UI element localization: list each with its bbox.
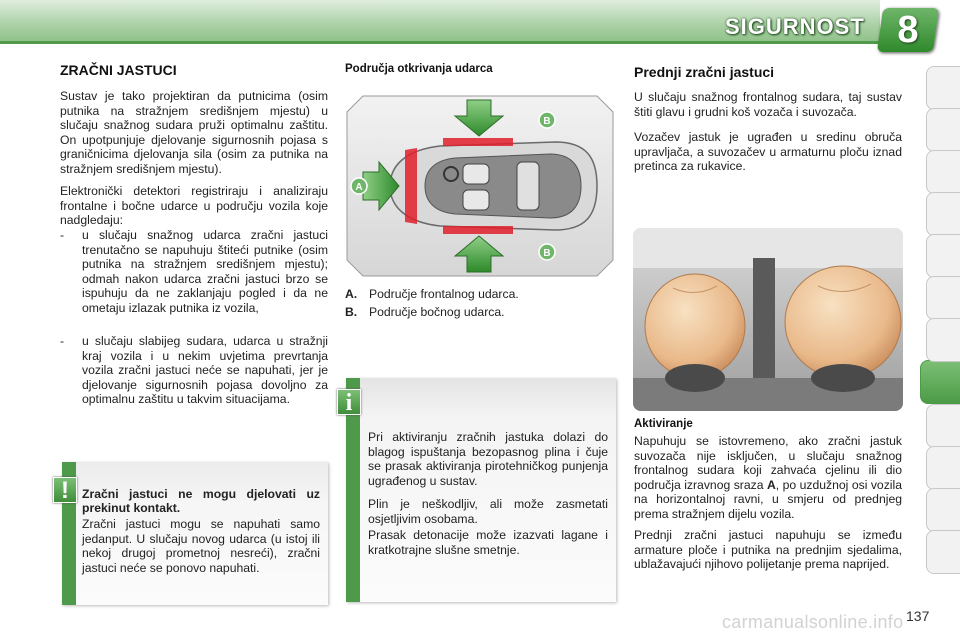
warning-text: Zračni jastuci mogu se napuhati samo jedanput. U slučaju novog udarca (u istoj ili nekoj drugoj prometnoj nesreći), zračni jastuci neće se ponovo napuhati. [82,517,320,575]
chapter-tabs [926,66,960,596]
chapter-tab[interactable] [926,318,960,362]
legend-item [345,287,519,301]
info-text-2: Plin je neškodljiv, ali može zasmetati osjetljivim osobama. [368,497,608,526]
front-airbags-text-1: U slučaju snažnog frontalnog sudara, taj sustav štiti glavu i grudni koš vozača i suvozača. [634,90,902,119]
legend-text: Područje frontalnog udarca. [369,287,519,301]
activation-heading: Aktiviranje [634,418,693,430]
page-header [0,0,960,51]
list-item-text: u slučaju slabijeg sudara, udarca u stražnji kraj vozila i u nekim uvjetima prevrtanja vozila zračni jastuci neće se napuhati, jer je djelovanje sigurnosnih pojasa dovoljno za optimalnu zaštitu u takvim situacijama. [82,334,328,407]
zone-label-a: A [355,182,363,193]
info-text-3: Prasak detonacije može izazvati lagane i kratkotrajne slušne smetnje. [368,528,608,557]
chapter-tab[interactable] [926,276,960,320]
warning-icon: ! [53,477,77,503]
activation-text-2: Prednji zračni jastuci napuhuju se između armature ploče i putnika na prednjim sjedalima, ublažavajući njihovo polijetanje prema naprijed. [634,528,902,572]
impact-zones-diagram [345,94,615,278]
chapter-tab[interactable] [926,66,960,110]
airbags-detectors: Elektronički detektori registriraju i analiziraju frontalne i bočne udarce u području vozila koje nadgledaju: [60,184,328,228]
activation-text-post: , po uzdužnoj osi vozila na horizontalnoj ravni, u smjeru od prednjeg prema stražnjem dijelu vozila. [634,477,902,521]
list-item [60,228,328,316]
chapter-tab[interactable] [926,150,960,194]
chapter-tab-active[interactable] [920,360,960,404]
chapter-tab[interactable] [926,530,960,574]
activation-text-zone: A [766,477,776,492]
list-item-text: u slučaju snažnog udarca zračni jastuci trenutačno se napuhuju štiteći putnike (osim putnika na stražnjem središnjem mjestu); odmah nakon udarca zračni jastuci brzo se ispuhuju da ne zaklanjaju pogled i da ne ometaju izlazak putnika iz vozila, [82,228,328,315]
chapter-tab[interactable] [926,446,960,490]
zone-label-b-top: B [543,116,551,127]
chapter-tab[interactable] [926,192,960,236]
legend-text: Područje bočnog udarca. [369,305,505,319]
watermark: carmanualsonline.info [722,612,904,632]
info-icon: i [337,389,361,415]
airbags-heading: ZRAČNI JASTUCI [60,62,177,78]
chapter-number: 8 [897,9,919,51]
chapter-tab[interactable] [926,234,960,278]
section-title: SIGURNOST [725,14,865,39]
page-number: 137 [906,608,930,624]
airbags-intro: Sustav je tako projektiran da putnicima (osim putnika na stražnjem središnjem mjestu) u slučaju snažnog sudara pruži optimalnu zaštitu. On upotpunjuje djelovanje sigurnosnih pojasa s graničnicima djelovanja sila (osim za putnika na stražnjem središnjem mjestu). [60,89,328,176]
list-item [60,334,328,407]
info-box [346,378,616,602]
legend-key: B. [345,305,358,319]
activation-text [634,434,902,522]
impact-zones-heading: Područja otkrivanja udarca [345,63,493,75]
chapter-tab[interactable] [926,488,960,532]
chapter-tab[interactable] [926,404,960,448]
airbag-deployment-photo [633,228,903,411]
chapter-tab[interactable] [926,108,960,152]
list-dash: - [60,228,65,242]
legend-key: A. [345,287,358,301]
car-top-view-illustration [345,94,615,278]
warning-title: Zračni jastuci ne mogu djelovati uz prekinut kontakt. [82,487,320,515]
info-text-1: Pri aktiviranju zračnih jastuka dolazi do blagog ispuštanja bezopasnog plina i čuje se prasak aktiviranja pirotehničkog punjenja ugrađenog u sustav. [368,430,608,488]
activation-text-pre: Napuhuju se istovremeno, ako zračni jastuk suvozača nije isključen, u slučaju snažnog frontalnog sudara koji zahvaća cjelinu ili dio područja izravnog sraza [634,434,902,492]
legend-item [345,305,505,319]
front-airbags-text-2: Vozačev jastuk je ugrađen u sredinu obruča upravljača, a suvozačev u armaturnu ploču iznad pretinca za rukavice. [634,130,902,174]
zone-label-b-bottom: B [543,248,551,259]
airbag-illustration [633,228,903,411]
list-dash: - [60,334,65,348]
front-airbags-heading: Prednji zračni jastuci [634,64,775,80]
